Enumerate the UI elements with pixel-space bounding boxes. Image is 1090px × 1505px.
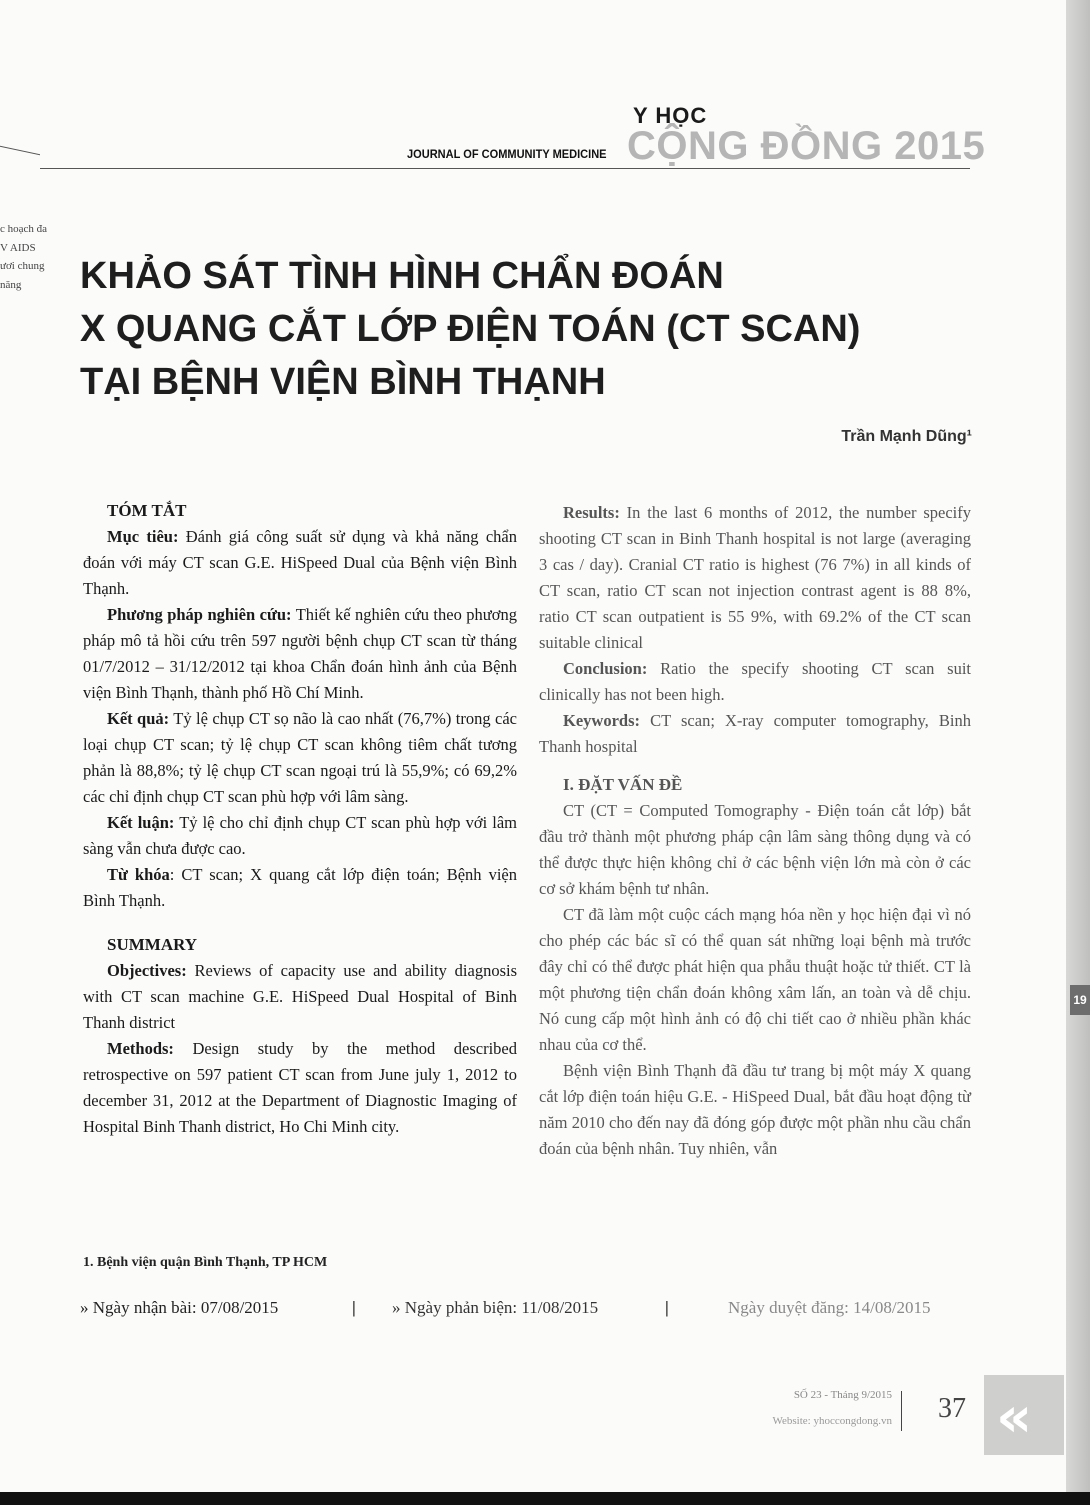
double-chevron-left-icon: « [996, 1385, 1033, 1450]
date-separator: | [352, 1298, 356, 1317]
author: Trần Mạnh Dũng¹ [841, 428, 972, 445]
issue-info: SỐ 23 - Tháng 9/2015 [793, 1389, 892, 1401]
affiliation: 1. Bệnh viện quận Bình Thạnh, TP HCM [83, 1255, 328, 1270]
methods-en-label: Methods: [107, 1039, 174, 1058]
accepted-date: Ngày duyệt đăng: 14/08/2015 [728, 1298, 931, 1317]
methods-label: Phương pháp nghiên cứu: [107, 605, 292, 624]
scan-bottom-edge [0, 1492, 1090, 1505]
journal-y-hoc: Y HỌC [633, 103, 708, 128]
results-text: Tỷ lệ chụp CT sọ não là cao nhất (76,7%) trong các loại chụp CT scan; tỷ lệ chụp CT scan không tiêm chất tương phản là 88,8%; tỷ lệ chụp CT scan ngoại trú là 55,9%; có 69,2% các chỉ định chụp CT scan phù hợp với lâm sàng. [83, 709, 518, 806]
side-fragment: c hoạch đa [0, 223, 48, 235]
objectives-en-paragraph [83, 958, 517, 1036]
left-column [83, 498, 517, 1140]
journal-name-en: JOURNAL OF COMMUNITY MEDICINE [407, 147, 607, 161]
methods-text: Thiết kế nghiên cứu theo phương pháp mô tả hồi cứu trên 597 người bệnh chụp CT scan từ tháng 01/7/2012 – 31/12/2012 tại khoa Chẩn đoán hình ảnh của Bệnh viện Bình Thạnh, thành phố Hồ Chí Minh. [83, 605, 517, 702]
intro-paragraph-2: CT đã làm một cuộc cách mạng hóa nền y học hiện đại vì nó cho phép các bác sĩ có thể quan sát những loại bệnh mà trước đây chỉ có thể được phát hiện qua phẫu thuật hoặc tử thiết. CT là một phương tiện chẩn đoán không xâm lấn, an toàn và dễ chịu. Nó cung cấp một hình ảnh có độ chi tiết cao ở nhiều phần khác nhau của cơ thể. [539, 905, 971, 1054]
objective-paragraph [83, 524, 517, 602]
reviewed-date: » Ngày phản biện: 11/08/2015 [392, 1298, 599, 1317]
conclusion-en-paragraph [539, 656, 971, 708]
results-en-text: In the last 6 months of 2012, the number specify shooting CT scan in Binh Thanh hospital is not large (averaging 3 cas / day). Cranial CT ratio is highest (76 7%) in all kinds of CT scan, ratio CT scan not injection contrast agent is 88 8%, ratio CT scan outpatient is 55 9%, with 69.2% of the CT scan suitable clinical [539, 503, 971, 652]
objective-label: Mục tiêu: [107, 527, 179, 546]
side-tab: 19 [1070, 985, 1090, 1015]
title-line: TẠI BỆNH VIỆN BÌNH THẠNH [80, 361, 606, 403]
keywords-paragraph [83, 862, 517, 914]
summary-heading: SUMMARY [107, 935, 198, 954]
conclusion-en-text: Ratio the specify shooting CT scan suit clinically has not been high. [539, 659, 971, 704]
page-number: 37 [938, 1393, 966, 1424]
keywords-en-label: Keywords: [563, 711, 640, 730]
conclusion-label: Kết luận: [107, 813, 175, 832]
left-page-fragments [0, 220, 48, 295]
article-title [80, 250, 880, 409]
methods-en-text: Design study by the method described retrospective on 597 patient CT scan from June july 1, 2012 to december 31, 2012 at the Department of Diagnostic Imaging of Hospital Binh Thanh district, Ho Chi Minh city. [83, 1039, 517, 1136]
results-label: Kết quả: [107, 709, 170, 728]
journal-brand: CỘNG ĐỒNG 2015 [627, 124, 986, 168]
received-date: » Ngày nhận bài: 07/08/2015 [80, 1298, 279, 1317]
date-separator: | [665, 1298, 669, 1317]
objectives-en-label: Objectives: [107, 961, 187, 980]
side-fragment: năng [0, 279, 22, 292]
conclusion-en-label: Conclusion: [563, 659, 648, 678]
objective-text: Đánh giá công suất sử dụng và khả năng chẩn đoán với máy CT scan G.E. HiSpeed Dual của Bệnh viện Bình Thạnh. [83, 527, 517, 598]
section-heading: I. ĐẶT VẤN ĐỀ [563, 775, 683, 794]
objectives-en-text: Reviews of capacity use and ability diagnosis with CT scan machine G.E. HiSpeed Dual Hospital of Binh Thanh district [83, 961, 517, 1032]
results-en-paragraph [539, 500, 971, 656]
footer-separator [901, 1391, 902, 1431]
results-en-label: Results: [563, 503, 620, 522]
keywords-en-text: CT scan; X-ray computer tomography, Binh Thanh hospital [539, 711, 971, 756]
title-line: KHẢO SÁT TÌNH HÌNH CHẨN ĐOÁN [80, 255, 724, 297]
spacer [539, 760, 971, 772]
right-page-edge [1066, 0, 1090, 1505]
methods-paragraph [83, 602, 517, 706]
intro-paragraph-1: CT (CT = Computed Tomography - Điện toán cắt lớp) bắt đầu trở thành một phương pháp cận lâm sàng thông dụng và có thể được thực hiện không chỉ ở các bệnh viện lớn mà còn ở các cơ sở khám bệnh tư nhân. [539, 801, 971, 898]
keywords-text: : CT scan; X quang cắt lớp điện toán; Bệnh viện Bình Thạnh. [83, 865, 517, 910]
side-fragment: ươi chung [0, 260, 45, 273]
keywords-en-paragraph [539, 708, 971, 760]
side-fragment: V AIDS [0, 241, 36, 254]
results-paragraph [83, 706, 517, 810]
keywords-label: Từ khóa [107, 865, 170, 884]
right-column [539, 500, 971, 1162]
methods-en-paragraph [83, 1036, 517, 1140]
conclusion-paragraph [83, 810, 517, 862]
intro-paragraph-3: Bệnh viện Bình Thạnh đã đầu tư trang bị một máy X quang cắt lớp điện toán hiệu G.E. - HiSpeed Dual, bắt đầu hoạt động từ năm 2010 cho đến nay đã đóng góp được một phần nhu cầu chẩn đoán của bệnh nhân. Tuy nhiên, vẫn [539, 1061, 971, 1158]
spacer [83, 914, 517, 932]
title-line: X QUANG CẮT LỚP ĐIỆN TOÁN (CT SCAN) [80, 308, 861, 350]
page-footer [700, 1385, 980, 1445]
conclusion-text: Tỷ lệ cho chỉ định chụp CT scan phù hợp với lâm sàng vẫn chưa được cao. [83, 813, 517, 858]
website: Website: yhoccongdong.vn [772, 1415, 892, 1427]
abstract-heading: TÓM TẮT [107, 501, 187, 520]
